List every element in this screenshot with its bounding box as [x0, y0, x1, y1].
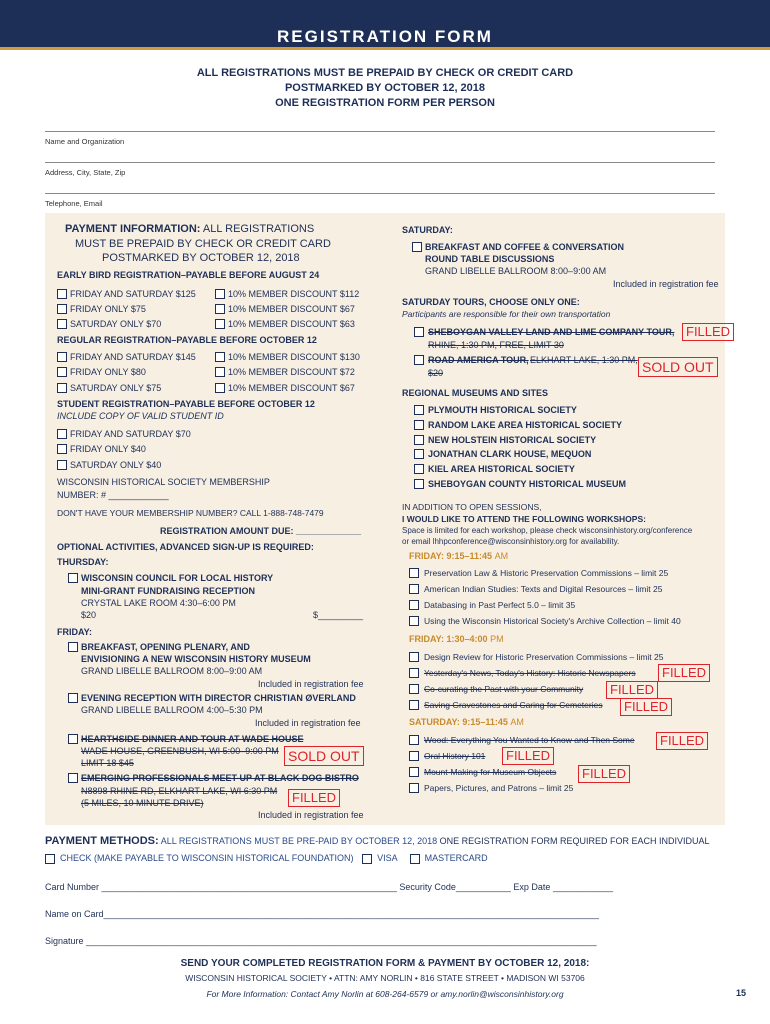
museum-plymouth-label: PLYMOUTH HISTORICAL SOCIETY	[428, 405, 577, 415]
checkbox-friday-dinner[interactable]	[68, 734, 78, 744]
tours-note: Participants are responsible for their own transportation	[402, 309, 611, 319]
tour-road-america-rest: ELKHART LAKE, 1:30 PM,	[530, 355, 638, 365]
museum-new-holstein-label: NEW HOLSTEIN HISTORICAL SOCIETY	[428, 435, 597, 445]
saturday-breakfast-title-2: ROUND TABLE DISCUSSIONS	[425, 254, 555, 264]
checkbox-workshop-3[interactable]	[409, 600, 419, 610]
friday-breakfast-title-1: BREAKFAST, OPENING PLENARY, AND	[81, 642, 250, 652]
reg-fri-label: FRIDAY ONLY $80	[70, 367, 146, 377]
reg-fri-sat-label: FRIDAY AND SATURDAY $145	[70, 352, 196, 362]
early-sat-member-label: 10% MEMBER DISCOUNT $63	[228, 319, 355, 329]
friday-meetup-distance: (5 MILES, 10 MINUTE DRIVE)	[81, 798, 204, 808]
tour-road-america-price: $20	[428, 368, 444, 378]
student-fri-label: FRIDAY ONLY $40	[70, 444, 146, 454]
early-bird-heading: EARLY BIRD REGISTRATION–PAYABLE BEFORE AUGUST 24	[57, 270, 320, 280]
reg-sat-member-label: 10% MEMBER DISCOUNT $67	[228, 383, 355, 393]
name-field-line[interactable]	[45, 131, 715, 132]
checkbox-workshop-1[interactable]	[409, 568, 419, 578]
signature-field[interactable]: Signature ______________________________________________________________________________________________________	[45, 936, 597, 946]
filled-stamp-workshop-9: FILLED	[656, 732, 708, 750]
checkbox-workshop-6[interactable]	[409, 668, 419, 678]
workshop-5-label: Design Review for Historic Preservation Commissions – limit 25	[424, 652, 664, 662]
tours-heading: SATURDAY TOURS, CHOOSE ONLY ONE:	[402, 297, 580, 307]
workshop-7-label: Co-curating the Past with your Community	[424, 684, 584, 694]
early-sat-label: SATURDAY ONLY $70	[70, 319, 162, 329]
saturday-am-heading	[409, 717, 524, 727]
phone-field-label: Telephone, Email	[45, 199, 103, 208]
checkbox-workshop-2[interactable]	[409, 584, 419, 594]
filled-stamp-workshop-6: FILLED	[658, 664, 710, 682]
saturday-am-time: SATURDAY: 9:15–11:45	[409, 717, 508, 727]
checkbox-reg-fri[interactable]	[57, 367, 67, 377]
checkbox-early-fri-member[interactable]	[215, 304, 225, 314]
membership-number-field[interactable]: NUMBER: # ____________	[57, 490, 169, 500]
workshops-note-1: Space is limited for each workshop, please check wisconsinhistory.org/conference	[402, 526, 693, 535]
saturday-breakfast-location: GRAND LIBELLE BALLROOM 8:00–9:00 AM	[425, 266, 607, 276]
checkbox-workshop-7[interactable]	[409, 684, 419, 694]
checkbox-workshop-11[interactable]	[409, 767, 419, 777]
friday-pm-time: FRIDAY: 1:30–4:00	[409, 634, 488, 644]
checkbox-friday-reception[interactable]	[68, 693, 78, 703]
early-fri-member-label: 10% MEMBER DISCOUNT $67	[228, 304, 355, 314]
checkbox-visa[interactable]	[362, 854, 372, 864]
send-instructions: SEND YOUR COMPLETED REGISTRATION FORM & PAYMENT BY OCTOBER 12, 2018:	[180, 958, 590, 969]
checkbox-museum-sheboygan[interactable]	[414, 479, 424, 489]
checkbox-friday-meetup[interactable]	[68, 773, 78, 783]
friday-breakfast-location: GRAND LIBELLE BALLROOM 8:00–9:00 AM	[81, 666, 263, 676]
workshop-3-label: Databasing in Past Perfect 5.0 – limit 35	[424, 600, 576, 610]
checkbox-early-sat[interactable]	[57, 319, 67, 329]
payment-info-line-3: POSTMARKED BY OCTOBER 12, 2018	[102, 252, 300, 264]
sold-out-stamp-dinner: SOLD OUT	[284, 746, 364, 766]
card-number-field[interactable]: Card Number ___________________________________________________________ Security Code___________ Exp Date ____________	[45, 882, 614, 892]
friday-dinner-location: WADE HOUSE, GREENBUSH, WI 5:00–9:00 PM	[81, 746, 279, 756]
mastercard-label: MASTERCARD	[424, 853, 488, 863]
workshops-intro: IN ADDITION TO OPEN SESSIONS,	[402, 502, 542, 512]
student-sat-label: SATURDAY ONLY $40	[70, 460, 162, 470]
friday-reception-fee: Included in registration fee	[255, 718, 361, 728]
checkbox-reg-sat[interactable]	[57, 383, 67, 393]
payment-info-text: ALL REGISTRATIONS	[202, 223, 315, 235]
friday-am-heading	[409, 551, 508, 561]
friday-heading: FRIDAY:	[57, 627, 93, 637]
museum-random-lake-label: RANDOM LAKE AREA HISTORICAL SOCIETY	[428, 420, 623, 430]
check-label: CHECK (MAKE PAYABLE TO WISCONSIN HISTORICAL FOUNDATION)	[60, 853, 354, 863]
checkbox-museum-plymouth[interactable]	[414, 405, 424, 415]
address-field-line[interactable]	[45, 162, 715, 163]
thursday-event-title-2: MINI-GRANT FUNDRAISING RECEPTION	[81, 586, 255, 596]
checkbox-friday-breakfast[interactable]	[68, 642, 78, 652]
name-on-card-field[interactable]: Name on Card___________________________________________________________________________________________________	[45, 909, 600, 919]
filled-stamp-workshop-11: FILLED	[578, 765, 630, 783]
checkbox-reg-fri-member[interactable]	[215, 367, 225, 377]
filled-stamp-workshop-8: FILLED	[620, 698, 672, 716]
reg-fri-sat-member-label: 10% MEMBER DISCOUNT $130	[228, 352, 360, 362]
museum-kiel-label: KIEL AREA HISTORICAL SOCIETY	[428, 464, 575, 474]
workshop-6-label: Yesterday's News, Today's History: Historic Newspapers	[424, 668, 636, 678]
phone-field-line[interactable]	[45, 193, 715, 194]
friday-meetup-title: EMERGING PROFESSIONALS MEET-UP AT BLACK DOG BISTRO	[81, 773, 359, 783]
checkbox-tour-road-america[interactable]	[414, 355, 424, 365]
reg-fri-member-label: 10% MEMBER DISCOUNT $72	[228, 367, 355, 377]
no-membership-note: DON'T HAVE YOUR MEMBERSHIP NUMBER? CALL 1-888-748-7479	[57, 508, 324, 518]
checkbox-student-fri[interactable]	[57, 444, 67, 454]
friday-dinner-limit: LIMIT 18 $45	[81, 758, 134, 768]
museum-sheboygan-label: SHEBOYGAN COUNTY HISTORICAL MUSEUM	[428, 479, 627, 489]
checkbox-mastercard[interactable]	[410, 854, 420, 864]
visa-label: VISA	[377, 853, 398, 863]
workshop-12-label: Papers, Pictures, and Patrons – limit 25	[424, 783, 574, 793]
friday-pm-heading	[409, 634, 504, 644]
friday-breakfast-fee: Included in registration fee	[258, 679, 364, 689]
checkbox-museum-clark-house[interactable]	[414, 449, 424, 459]
header-line-3: ONE REGISTRATION FORM PER PERSON	[275, 97, 495, 109]
saturday-am-suffix: AM	[510, 717, 524, 727]
payment-methods-text: ALL REGISTRATIONS MUST BE PRE-PAID BY OCTOBER 12, 2018	[160, 836, 438, 846]
checkbox-thursday-reception[interactable]	[68, 573, 78, 583]
student-heading: STUDENT REGISTRATION–PAYABLE BEFORE OCTOBER 12	[57, 399, 315, 409]
thursday-event-title-1: WISCONSIN COUNCIL FOR LOCAL HISTORY	[81, 573, 274, 583]
reg-sat-label: SATURDAY ONLY $75	[70, 383, 162, 393]
checkbox-workshop-8[interactable]	[409, 700, 419, 710]
contact-info: For More Information: Contact Amy Norlin at 608-264-6579 or amy.norlin@wisconsinhistory.org	[206, 989, 564, 999]
page-number: 15	[736, 988, 747, 998]
workshops-note-2: or email lhhpconference@wisconsinhistory.org for availability.	[402, 537, 620, 546]
workshop-4-label: Using the Wisconsin Historical Society's Archive Collection – limit 40	[424, 616, 681, 626]
saturday-breakfast-title-1: BREAKFAST AND COFFEE & CONVERSATION	[425, 242, 625, 252]
name-field-label: Name and Organization	[45, 137, 125, 146]
museum-clark-house-label: JONATHAN CLARK HOUSE, MEQUON	[428, 449, 592, 459]
thursday-heading: THURSDAY:	[57, 557, 109, 567]
checkbox-early-sat-member[interactable]	[215, 319, 225, 329]
friday-reception-location: GRAND LIBELLE BALLROOM 4:00–5:30 PM	[81, 705, 263, 715]
workshop-10-label: Oral History 101	[424, 751, 486, 761]
early-fri-sat-label: FRIDAY AND SATURDAY $125	[70, 289, 196, 299]
checkbox-workshop-12[interactable]	[409, 783, 419, 793]
early-fri-label: FRIDAY ONLY $75	[70, 304, 146, 314]
workshops-heading: I WOULD LIKE TO ATTEND THE FOLLOWING WORKSHOPS:	[402, 514, 646, 524]
friday-reception-title: EVENING RECEPTION WITH DIRECTOR CHRISTIAN ØVERLAND	[81, 693, 356, 703]
filled-stamp-workshop-7: FILLED	[606, 681, 658, 699]
student-note: INCLUDE COPY OF VALID STUDENT ID	[57, 411, 224, 421]
checkbox-museum-random-lake[interactable]	[414, 420, 424, 430]
friday-meetup-fee: Included in registration fee	[258, 810, 364, 820]
header-line-2: POSTMARKED BY OCTOBER 12, 2018	[284, 82, 486, 94]
museums-heading: REGIONAL MUSEUMS AND SITES	[402, 388, 549, 398]
friday-dinner-title: HEARTHSIDE DINNER AND TOUR AT WADE HOUSE	[81, 734, 304, 744]
checkbox-workshop-10[interactable]	[409, 751, 419, 761]
payment-options	[45, 853, 488, 864]
checkbox-reg-sat-member[interactable]	[215, 383, 225, 393]
tour-road-america-title	[428, 355, 529, 365]
payment-methods-label: PAYMENT METHODS:	[45, 835, 159, 847]
tour-sheboygan-title: SHEBOYGAN VALLEY LAND AND LIME COMPANY TOUR,	[428, 327, 675, 337]
filled-stamp-tour-sheboygan: FILLED	[682, 323, 734, 341]
thursday-amount-field[interactable]: $_________	[313, 610, 364, 620]
checkbox-tour-sheboygan[interactable]	[414, 327, 424, 337]
filled-stamp-workshop-10: FILLED	[502, 747, 554, 765]
early-fri-sat-member-label: 10% MEMBER DISCOUNT $112	[228, 289, 360, 299]
friday-am-time: FRIDAY: 9:15–11:45	[409, 551, 493, 561]
checkbox-saturday-breakfast[interactable]	[412, 242, 422, 252]
checkbox-student-fri-sat[interactable]	[57, 429, 67, 439]
checkbox-museum-kiel[interactable]	[414, 464, 424, 474]
checkbox-early-fri-sat-member[interactable]	[215, 289, 225, 299]
thursday-event-price: $20	[81, 610, 97, 620]
sold-out-stamp-road-america: SOLD OUT	[638, 357, 718, 377]
address-field-label: Address, City, State, Zip	[45, 168, 126, 177]
payment-info-line-2: MUST BE PREPAID BY CHECK OR CREDIT CARD	[75, 238, 331, 250]
checkbox-workshop-4[interactable]	[409, 616, 419, 626]
workshop-9-label: Wood: Everything You Wanted to Know and Then Some	[424, 735, 635, 745]
regular-heading: REGULAR REGISTRATION–PAYABLE BEFORE OCTOBER 12	[57, 335, 317, 345]
payment-methods-line	[45, 835, 710, 847]
registration-amount-field[interactable]: REGISTRATION AMOUNT DUE: _____________	[160, 526, 362, 536]
checkbox-reg-fri-sat-member[interactable]	[215, 352, 225, 362]
checkbox-early-fri-sat[interactable]	[57, 289, 67, 299]
saturday-heading: SATURDAY:	[402, 225, 453, 235]
friday-pm-suffix: PM	[490, 634, 504, 644]
workshop-1-label: Preservation Law & Historic Preservation Commissions – limit 25	[424, 568, 669, 578]
friday-meetup-location: N8898 RHINE RD, ELKHART LAKE, WI 6:30 PM	[81, 786, 278, 796]
friday-am-suffix: AM	[494, 551, 509, 561]
membership-label: WISCONSIN HISTORICAL SOCIETY MEMBERSHIP	[57, 477, 270, 487]
thursday-event-location: CRYSTAL LAKE ROOM 4:30–6:00 PM	[81, 598, 236, 608]
filled-stamp-meetup: FILLED	[288, 789, 340, 807]
payment-info-heading	[65, 223, 314, 235]
checkbox-early-fri[interactable]	[57, 304, 67, 314]
checkbox-check[interactable]	[45, 854, 55, 864]
workshop-2-label: American Indian Studies: Texts and Digital Resources – limit 25	[424, 584, 663, 594]
checkbox-museum-new-holstein[interactable]	[414, 435, 424, 445]
page-title: REGISTRATION FORM	[277, 27, 493, 46]
mailing-address: WISCONSIN HISTORICAL SOCIETY • ATTN: AMY NORLIN • 816 STATE STREET • MADISON WI 53706	[185, 973, 585, 983]
checkbox-student-sat[interactable]	[57, 460, 67, 470]
friday-breakfast-title-2: ENVISIONING A NEW WISCONSIN HISTORY MUSEUM	[81, 654, 311, 664]
tour-road-america-name: ROAD AMERICA TOUR,	[428, 355, 529, 365]
payment-methods-text-2: ONE REGISTRATION FORM REQUIRED FOR EACH INDIVIDUAL	[439, 836, 710, 846]
workshop-8-label: Saving Gravestones and Caring for Cemeteries	[424, 700, 603, 710]
workshop-11-label: Mount-Making for Museum Objects	[424, 767, 557, 777]
checkbox-workshop-5[interactable]	[409, 652, 419, 662]
header-line-1: ALL REGISTRATIONS MUST BE PREPAID BY CHECK OR CREDIT CARD	[196, 67, 574, 79]
payment-info-label: PAYMENT INFORMATION:	[65, 223, 201, 235]
student-fri-sat-label: FRIDAY AND SATURDAY $70	[70, 429, 191, 439]
checkbox-reg-fri-sat[interactable]	[57, 352, 67, 362]
optional-activities-heading: OPTIONAL ACTIVITIES, ADVANCED SIGN-UP IS REQUIRED:	[57, 542, 314, 552]
tour-sheboygan-details: RHINE, 1:30 PM, FREE, LIMIT 30	[428, 340, 564, 350]
saturday-breakfast-fee: Included in registration fee	[613, 279, 719, 289]
checkbox-workshop-9[interactable]	[409, 735, 419, 745]
